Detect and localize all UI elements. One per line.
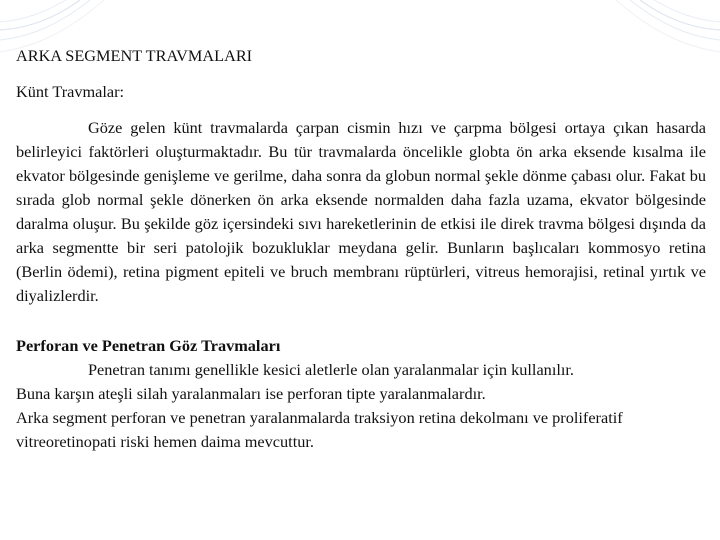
paragraph-line-penetrating-definition: Penetran tanımı genellikle kesici aletlerle olan yaralanmalar için kullanılır. [88, 360, 574, 379]
section-heading-penetrating-trauma: Perforan ve Penetran Göz Travmaları [16, 336, 281, 355]
section-heading-blunt-trauma: Künt Travmalar: [16, 82, 125, 101]
spacer [16, 308, 706, 334]
paragraph-line-perforating-definition: Buna karşın ateşli silah yaralanmaları ise perforan tipte yaralanmalardır. [16, 384, 486, 403]
document-body [16, 44, 706, 454]
document-title: ARKA SEGMENT TRAVMALARI [16, 46, 253, 65]
paragraph-blunt-trauma: Göze gelen künt travmalarda çarpan cismin hızı ve çarpma bölgesi ortaya çıkan hasarda belirleyici faktörleri oluşturmaktadır. Bu tür travmalarda öncelikle globta ön arka eksende kısalma ile ekvator bölgesinde genişleme ve gerilme, daha sonra da globun normal şekle dönme çabası olur. Fakat bu sırada glob normal şekle dönerken ön arka eksende normalden daha fazla uzama, ekvator bölgesinde daralma oluşur. Bu şekilde göz içersindeki sıvı hareketlerinin de etkisi ile direk travma bölgesi dışında da arka segmentte bir seri patolojik bozukluklar meydana gelir. Bunların başlıcaları kommosyo retina (Berlin ödemi), retina pigment epiteli ve bruch membranı rüptürleri, vitreus hemorajisi, retinal yırtık ve diyalizlerdir. [16, 118, 706, 305]
paragraph-line-posterior-segment-risk: Arka segment perforan ve penetran yaralanmalarda traksiyon retina dekolmanı ve proliferatif vitreoretinopati riski hemen daima mevcuttur. [16, 408, 623, 451]
